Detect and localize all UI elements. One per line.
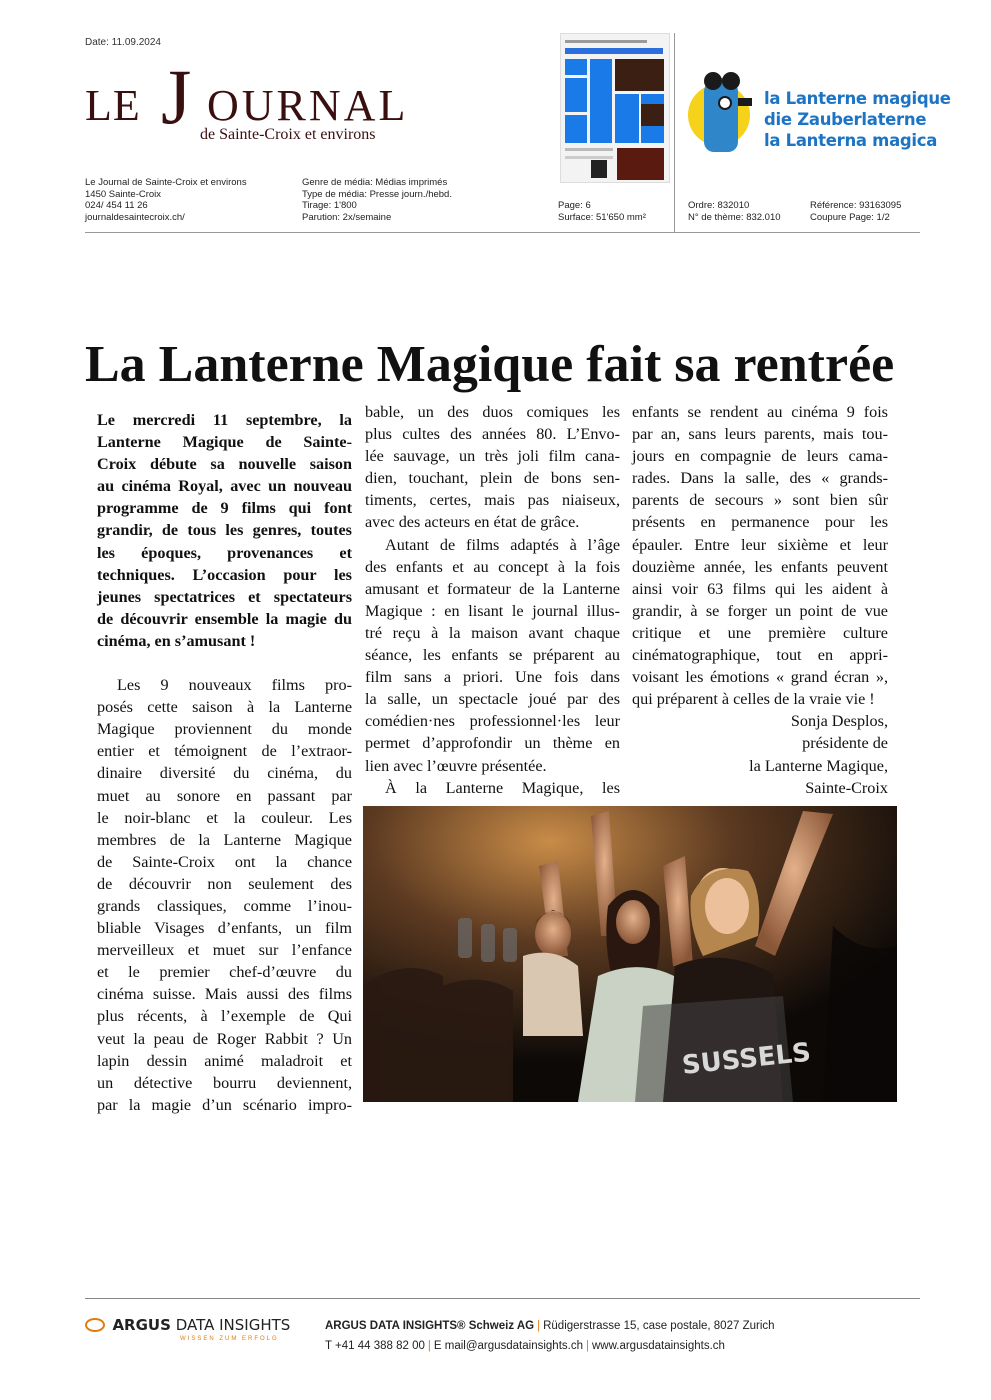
article-photo <box>363 806 897 1102</box>
article-lead: Le mercredi 11 septembre, la Lanterne Magique de Sainte- Croix débute sa nouvelle saison au cinéma Royal, avec un nouveau programme de 9 films qui font grandir, de tous les genres, toutes les époques, provenances et techniques. L’occasion pour les jeunes spectatrices et spectateurs de découvrir ensemble la magie du cinéma, en s’amusant ! <box>97 411 352 650</box>
journal-logo: LE J OURNAL de Sainte-Croix et environs <box>85 53 409 143</box>
article-signature: Sonja Desplos, présidente de la Lanterne Magique, Sainte-Croix <box>749 712 888 797</box>
article-column-1 <box>97 409 352 1116</box>
argus-tagline: WISSEN ZUM ERFOLG <box>180 1336 279 1342</box>
meta-reference: Référence: 93163095 Coupure Page: 1/2 <box>810 200 902 223</box>
article-headline: La Lanterne Magique fait sa rentrée <box>85 336 895 393</box>
header-rule <box>85 232 920 233</box>
lanterne-brand: la Lanterne magique die Zauberlaterne la Lanterna magica <box>764 89 951 150</box>
argus-logo: ARGUS DATA INSIGHTS WISSEN ZUM ERFOLG <box>85 1316 290 1334</box>
lanterne-mascot-icon <box>688 72 754 164</box>
meta-page: Page: 6 Surface: 51'650 mm² <box>558 200 646 223</box>
header-divider <box>674 33 675 233</box>
clipping-date: Date: 11.09.2024 <box>85 37 161 48</box>
footer-address: Rüdigerstrasse 15, case postale, 8027 Zurich <box>543 1320 775 1332</box>
article-column-2: bable, un des duos comiques les plus cultes des années 80. L’Envo- lée sauvage, un très joli film cana- dien, touchant, plein de bons sen- timents, certes, mais pas niaiseux, avec des acteurs en état de grâce. Autant de films adaptés à l’âge des enfants et au concept à la fois amusant et formateur de la Lanterne Magique : en lisant le journal illus- tré reçu à la maison avant chaque séance, les enfants se préparent au film sans a priori. Une fois dans la salle, un spectacle joué par des comédien·nes professionnel·les leur permet d’approfondir un thème en lien avec l’œuvre présentée. À la Lanterne Magique, les <box>365 403 620 797</box>
footer-email[interactable]: E mail@argusdatainsights.ch <box>433 1340 583 1352</box>
argus-eye-icon <box>85 1318 105 1332</box>
photo-bag-text: SUSSELS <box>680 1037 813 1081</box>
footer-company: ARGUS DATA INSIGHTS® Schweiz AG <box>325 1320 535 1332</box>
article-body-part-1: Les 9 nouveaux films pro- posés cette saison à la Lanterne Magique proviennent du monde entier et témoignent de l’extraor- dinaire diversité du cinéma, du muet au sonore en passant par le noir-blanc et la couleur. Les membres de la Lanterne Magique de Sainte-Croix ont la chance de découvrir non seulement des grands classiques, comme l’inou- bliable Visages d’enfants, un film merveilleux et muet sur l’enfance et le premier chef-d’œuvre du cinéma suisse. Mais aussi des films plus récents, à l’exemple de Qui veut la peau de Roger Rabbit ? Un lapin dessin animé maladroit et un détective bourru deviennent, par la magie d’un scénario impro- <box>97 676 352 1114</box>
page-thumbnail <box>560 33 670 183</box>
journal-subtitle: de Sainte-Croix et environs <box>200 126 376 143</box>
footer-website[interactable]: www.argusdatainsights.ch <box>591 1340 725 1352</box>
meta-publisher: Le Journal de Sainte-Croix et environs 1450 Sainte-Croix 024/ 454 11 26 journaldesaintecroix.ch/ <box>85 177 247 223</box>
footer-contact: ARGUS DATA INSIGHTS® Schweiz AG | Rüdigerstrasse 15, case postale, 8027 Zurich T +41 44 388 82 00 | E mail@argusdatainsights.ch | www.argusdatainsights.ch <box>325 1320 775 1352</box>
article-column-3: enfants se rendent au cinéma 9 fois par an, sans leurs parents, mais tou- jours en compagnie de leurs cama- rades. Dans la salle, des « grands- parents de secours » sont bien sûr présents en permanence pour les épauler. Entre leur sixième et leur douzième année, les enfants peuvent ainsi voir 63 films qui les aident à grandir, à se forger un point de vue critique et une première culture cinématographique, tout en appri- voisant les émotions « grand écran », qui préparent à celles de la vraie vie ! Sonja Desplos, présidente de la Lanterne Magique, Sainte-Croix <box>632 401 888 799</box>
meta-order: Ordre: 832010 N° de thème: 832.010 <box>688 200 781 223</box>
footer-rule <box>85 1298 920 1299</box>
footer-phone: T +41 44 388 82 00 <box>325 1340 425 1352</box>
meta-media: Genre de média: Médias imprimés Type de média: Presse journ./hebd. Tirage: 1'800 Parution: 2x/semaine <box>302 177 452 223</box>
